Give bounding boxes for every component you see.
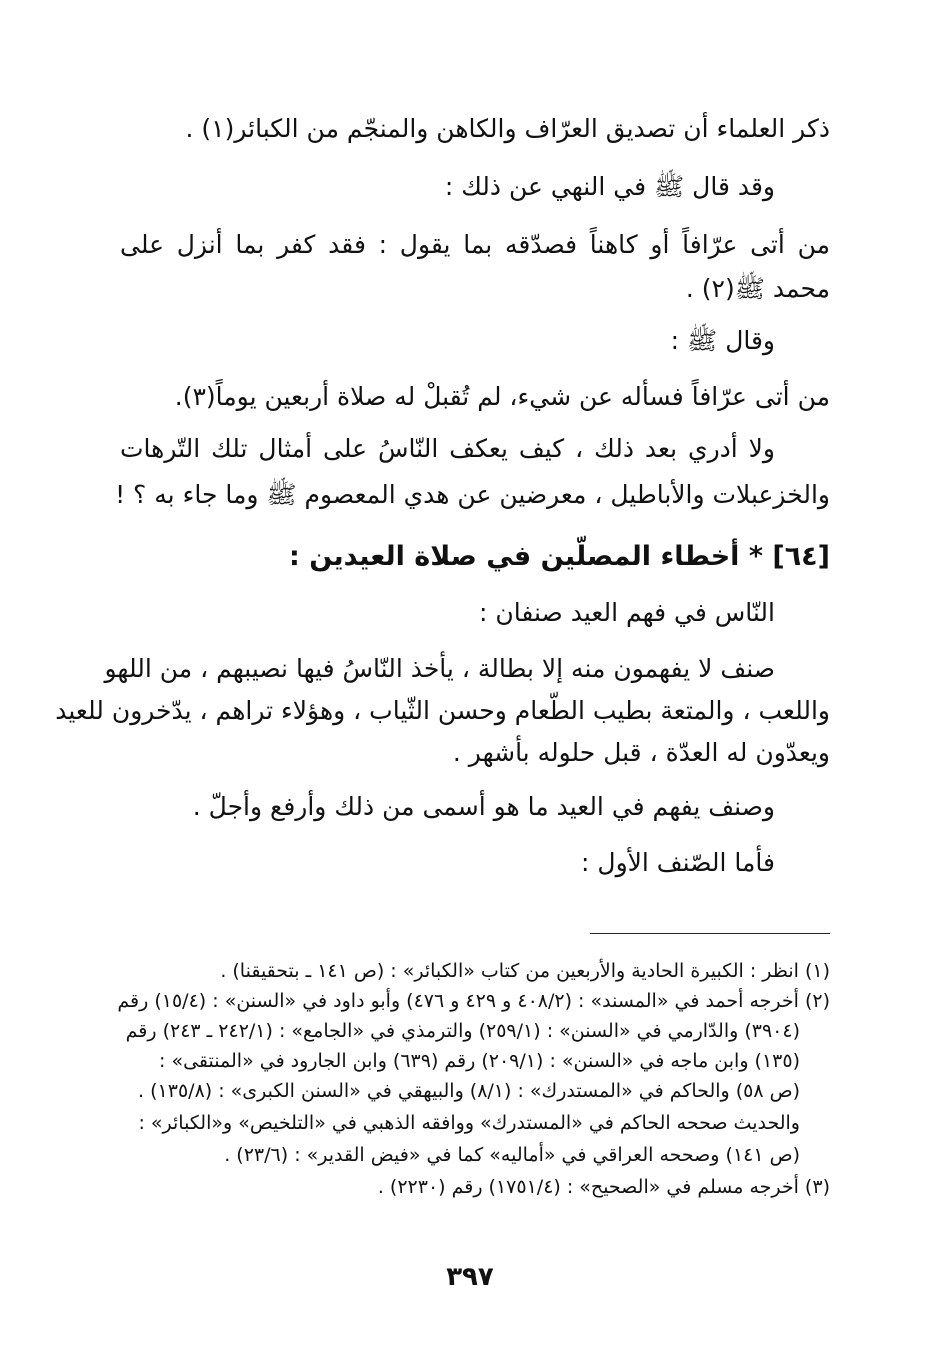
footnote-line: والحديث صححه الحاكم في «المستدرك» ووافقه الذهبي في «التلخيص» و«الكبائر» : (138, 1112, 800, 1134)
body-line: والخزعبلات والأباطيل ، معرضين عن هدي المعصوم ﷺ وما جاء به ؟ ! (115, 480, 830, 509)
footnote-line: (ص ١٤١) وصححه العراقي في «أماليه» كما في «فيض القدير» : (٢٣/٦) . (224, 1144, 800, 1166)
body-line: صنف لا يفهمون منه إلا بطالة ، يأخذ النّاسُ فيها نصيبهم ، من اللهو (104, 654, 775, 683)
footnote-line: (١٣٥) وابن ماجه في «السنن» : (٢٠٩/١) رقم (٦٣٩) وابن الجارود في «المنتقى» : (159, 1050, 800, 1072)
section-heading: [٦٤] * أخطاء المصلّين في صلاة العيدين : (289, 541, 830, 572)
footnote: (١) انظر : الكبيرة الحادية والأربعين من كتاب «الكبائر» : (ص ١٤١ ـ بتحقيقنا) . (220, 960, 830, 982)
footnote-separator (590, 933, 830, 934)
body-line: ولا أدري بعد ذلك ، كيف يعكف النّاسُ على أمثال تلك التّرهات (120, 434, 775, 463)
body-line: محمد ﷺ(٢) . (685, 274, 830, 303)
body-line: وقد قال ﷺ في النهي عن ذلك : (444, 172, 775, 201)
footnote-line: (٣٩٠٤) والدّارمي في «السنن» : (٢٥٩/١) والترمذي في «الجامع» : (٢٤٢/١ ـ ٢٤٣) رقم (125, 1020, 800, 1042)
footnote: (٣) أخرجه مسلم في «الصحيح» : (١٧٥١/٤) رقم (٢٢٣٠) . (377, 1176, 830, 1198)
footnote: (٢) أخرجه أحمد في «المسند» : (٤٠٨/٢ و ٤٢٩ و ٤٧٦) وأبو داود في «السنن» : (١٥/٤) رقم (117, 990, 830, 1012)
body-line: وقال ﷺ : (670, 326, 775, 355)
body-line: ذكر العلماء أن تصديق العرّاف والكاهن والمنجّم من الكبائر(١) . (185, 114, 830, 143)
body-line: من أتى عرّافاً أو كاهناً فصدّقه بما يقول : فقد كفر بما أنزل على (120, 230, 830, 259)
page-number: ٣٩٧ (446, 1262, 494, 1292)
body-line: من أتى عرّافاً فسأله عن شيء، لم تُقبلْ له صلاة أربعين يوماً(٣). (174, 382, 830, 411)
body-line: واللعب ، والمتعة بطيب الطّعام وحسن الثّياب ، وهؤلاء تراهم ، يدّخرون للعيد (55, 696, 830, 725)
body-line: ويعدّون له العدّة ، قبل حلوله بأشهر . (452, 738, 830, 767)
body-line: فأما الصّنف الأول : (581, 848, 775, 877)
footnote-line: (ص ٥٨) والحاكم في «المستدرك» : (٨/١) والبيهقي في «السنن الكبرى» : (١٣٥/٨) . (138, 1080, 800, 1102)
body-line: وصنف يفهم في العيد ما هو أسمى من ذلك وأرفع وأجلّ . (192, 792, 775, 821)
body-line: النّاس في فهم العيد صنفان : (479, 598, 775, 627)
